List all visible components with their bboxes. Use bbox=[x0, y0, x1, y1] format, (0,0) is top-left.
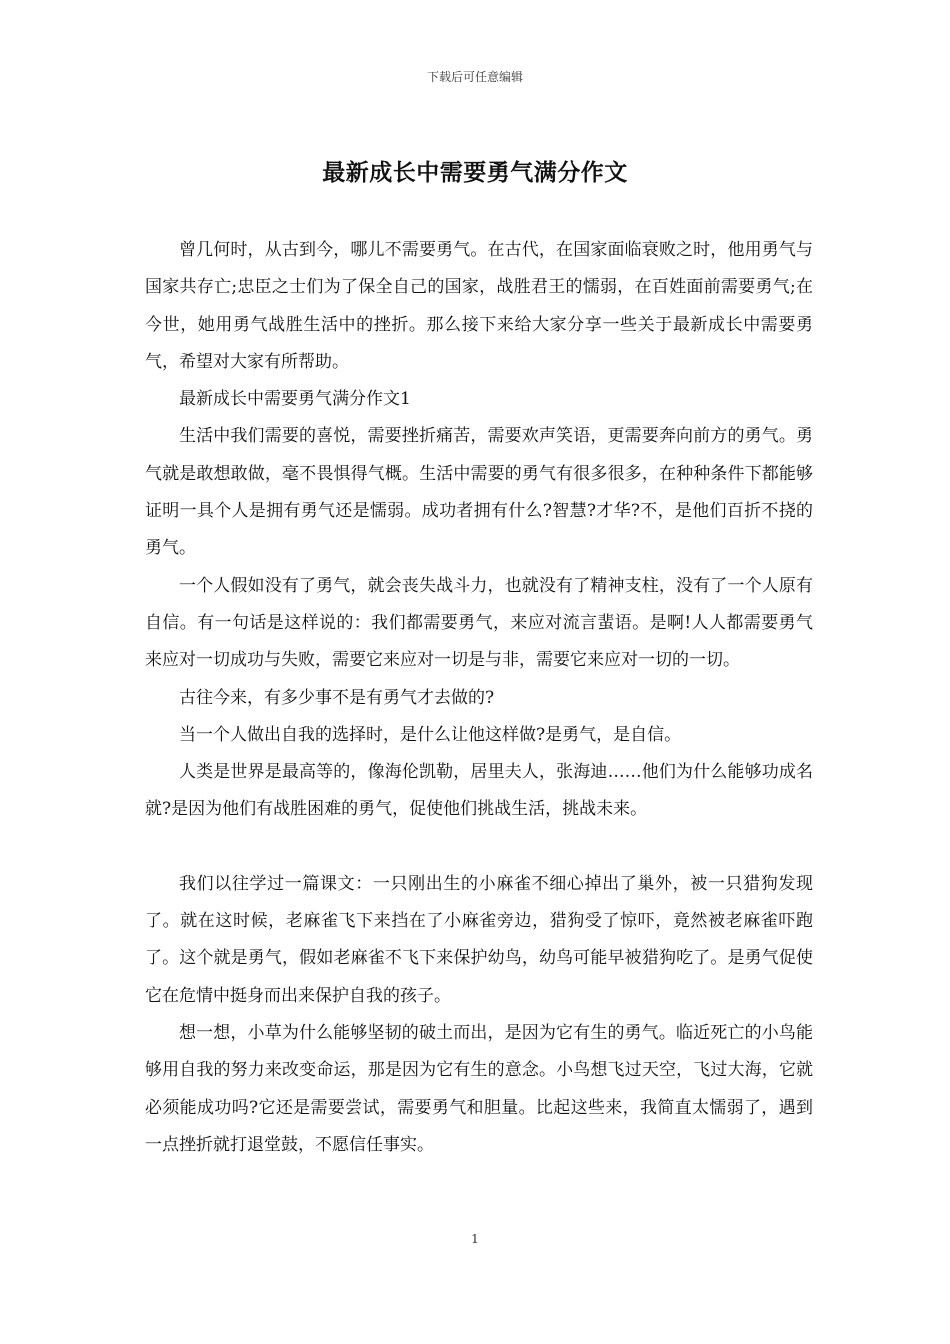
paragraph: 古往今来，有多少事不是有勇气才去做的? bbox=[179, 687, 495, 708]
paragraph: 我们以往学过一篇课文：一只刚出生的小麻雀不细心掉出了巢外，被一只猎狗发现了。就在这时候，老麻雀飞下来挡在了小麻雀旁边，猎狗受了惊吓，竟然被老麻雀吓跑了。这个就是勇气，假如老麻雀不飞下来保护幼鸟，幼鸟可能早被猎狗吃了。是勇气促使它在危情中挺身而出来保护自我的孩子。 bbox=[145, 873, 813, 1006]
paragraph: 想一想，小草为什么能够坚韧的破土而出，是因为它有生的勇气。临近死亡的小鸟能够用自我的努力来改变命运，那是因为它有生的意念。小鸟想飞过天空，飞过大海，它就必须能成功吗?它还是需要尝试，需要勇气和胆量。比起这些来，我简直太懦弱了，遇到一点挫折就打退堂鼓，不愿信任事实。 bbox=[145, 1022, 813, 1155]
page-number: 1 bbox=[471, 1232, 479, 1246]
paragraph: 人类是世界是最高等的，像海伦凯勒，居里夫人，张海迪……他们为什么能够功成名就?是因为他们有战胜困难的勇气，促使他们挑战生活，挑战未来。 bbox=[145, 762, 813, 820]
paragraph-intro: 曾几何时，从古到今，哪儿不需要勇气。在古代，在国家面临衰败之时，他用勇气与国家共存亡;忠臣之士们为了保全自己的国家，战胜君王的懦弱，在百姓面前需要勇气;在今世，她用勇气战胜生活中的挫折。那么接下来给大家分享一些关于最新成长中需要勇气，希望对大家有所帮助。 bbox=[145, 240, 813, 372]
paragraph: 生活中我们需要的喜悦，需要挫折痛苦，需要欢声笑语，更需要奔向前方的勇气。勇气就是敢想敢做，毫不畏惧得气概。生活中需要的勇气有很多很多，在种种条件下都能够证明一具个人是拥有勇气还是懦弱。成功者拥有什么?智慧?才华?不，是他们百折不挠的勇气。 bbox=[145, 426, 813, 559]
paragraph: 当一个人做出自我的选择时，是什么让他这样做?是勇气，是自信。 bbox=[179, 724, 682, 745]
section-heading: 最新成长中需要勇气满分作文1 bbox=[179, 389, 411, 410]
document-title: 最新成长中需要勇气满分作文 bbox=[322, 159, 628, 186]
document-body bbox=[145, 232, 813, 1164]
paragraph: 一个人假如没有了勇气，就会丧失战斗力，也就没有了精神支柱，没有了一个人原有自信。有一句话是这样说的：我们都需要勇气，来应对流言蜚语。是啊!人人都需要勇气来应对一切成功与失败，需要它来应对一切是与非，需要它来应对一切的一切。 bbox=[145, 575, 813, 671]
header-note: 下载后可任意编辑 bbox=[426, 70, 523, 84]
